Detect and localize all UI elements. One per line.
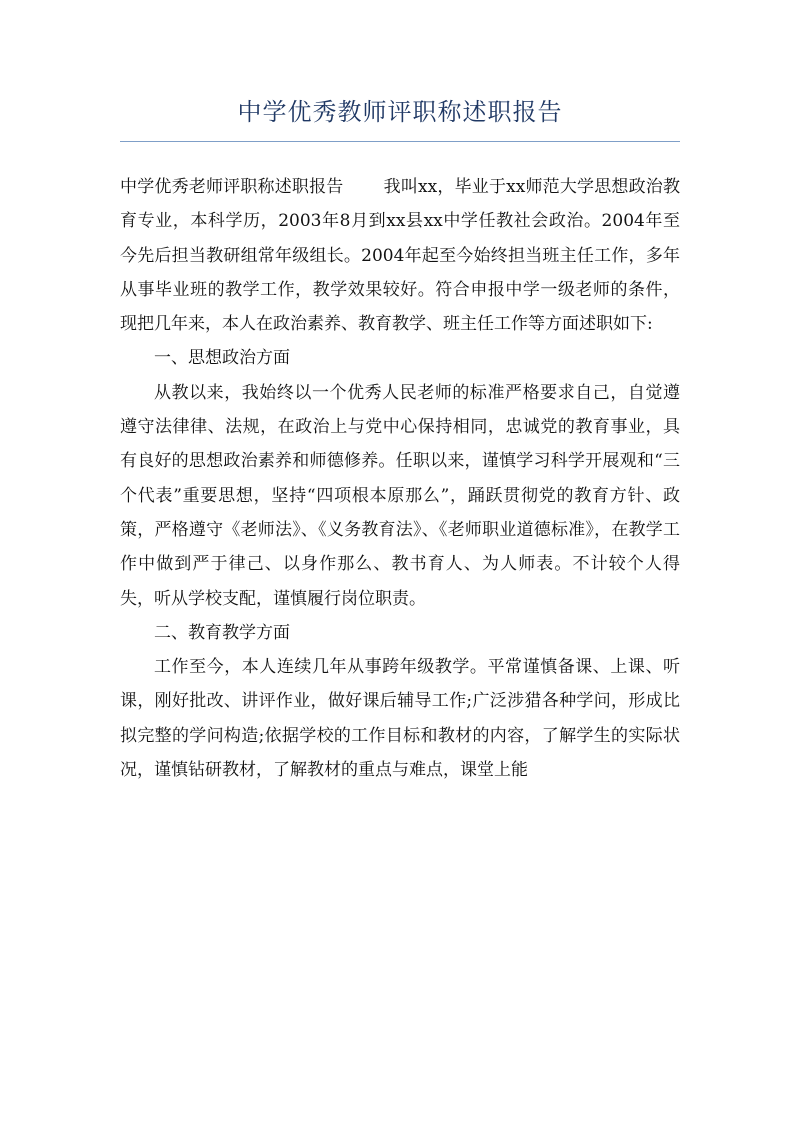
section-2-paragraph: 工作至今，本人连续几年从事跨年级教学。平常谨慎备课、上课、听课，刚好批改、讲评作业，做好课后辅导工作;广泛涉猎各种学问，形成比拟完整的学问构造;依据学校的工作目标和教材的内容，了解学生的实际状况，谨慎钻研教材，了解教材的重点与难点，课堂上能 bbox=[120, 657, 680, 781]
intro-paragraph bbox=[120, 170, 680, 341]
intro-text: 我叫xx，毕业于xx师范大学思想政治教育专业，本科学历，2003年8月到xx县xx中学任教社会政治。2004年至今先后担当教研组常年级组长。2004年起至今始终担当班主任工作，多年从事毕业班的教学工作，教学效果较好。符合申报中学一级老师的条件，现把几年来，本人在政治素养、教育教学、班主任工作等方面述职如下: bbox=[120, 177, 680, 335]
intro-label: 中学优秀老师评职称述职报告 bbox=[120, 177, 344, 197]
section-1-heading: 一、思想政治方面 bbox=[154, 348, 290, 369]
section-2-heading: 二、教育教学方面 bbox=[154, 622, 290, 643]
section-1-paragraph: 从教以来，我始终以一个优秀人民老师的标准严格要求自己，自觉遵遵守法律律、法规，在政治上与党中心保持相同，忠诚党的教育事业，具有良好的思想政治素养和师德修养。任职以来，谨慎学习科学开展观和“三个代表”重要思想，坚持“四项根本原那么”，踊跃贯彻党的教育方针、政策，严格遵守《老师法》、《义务教育法》、《老师职业道德标准》，在教学工作中做到严于律己、以身作那么、教书育人、为人师表。不计较个人得失，听从学校支配，谨慎履行岗位职责。 bbox=[120, 382, 680, 609]
document-body bbox=[120, 170, 680, 787]
title-underline bbox=[120, 141, 680, 142]
document-title: 中学优秀教师评职称述职报告 bbox=[237, 98, 563, 126]
